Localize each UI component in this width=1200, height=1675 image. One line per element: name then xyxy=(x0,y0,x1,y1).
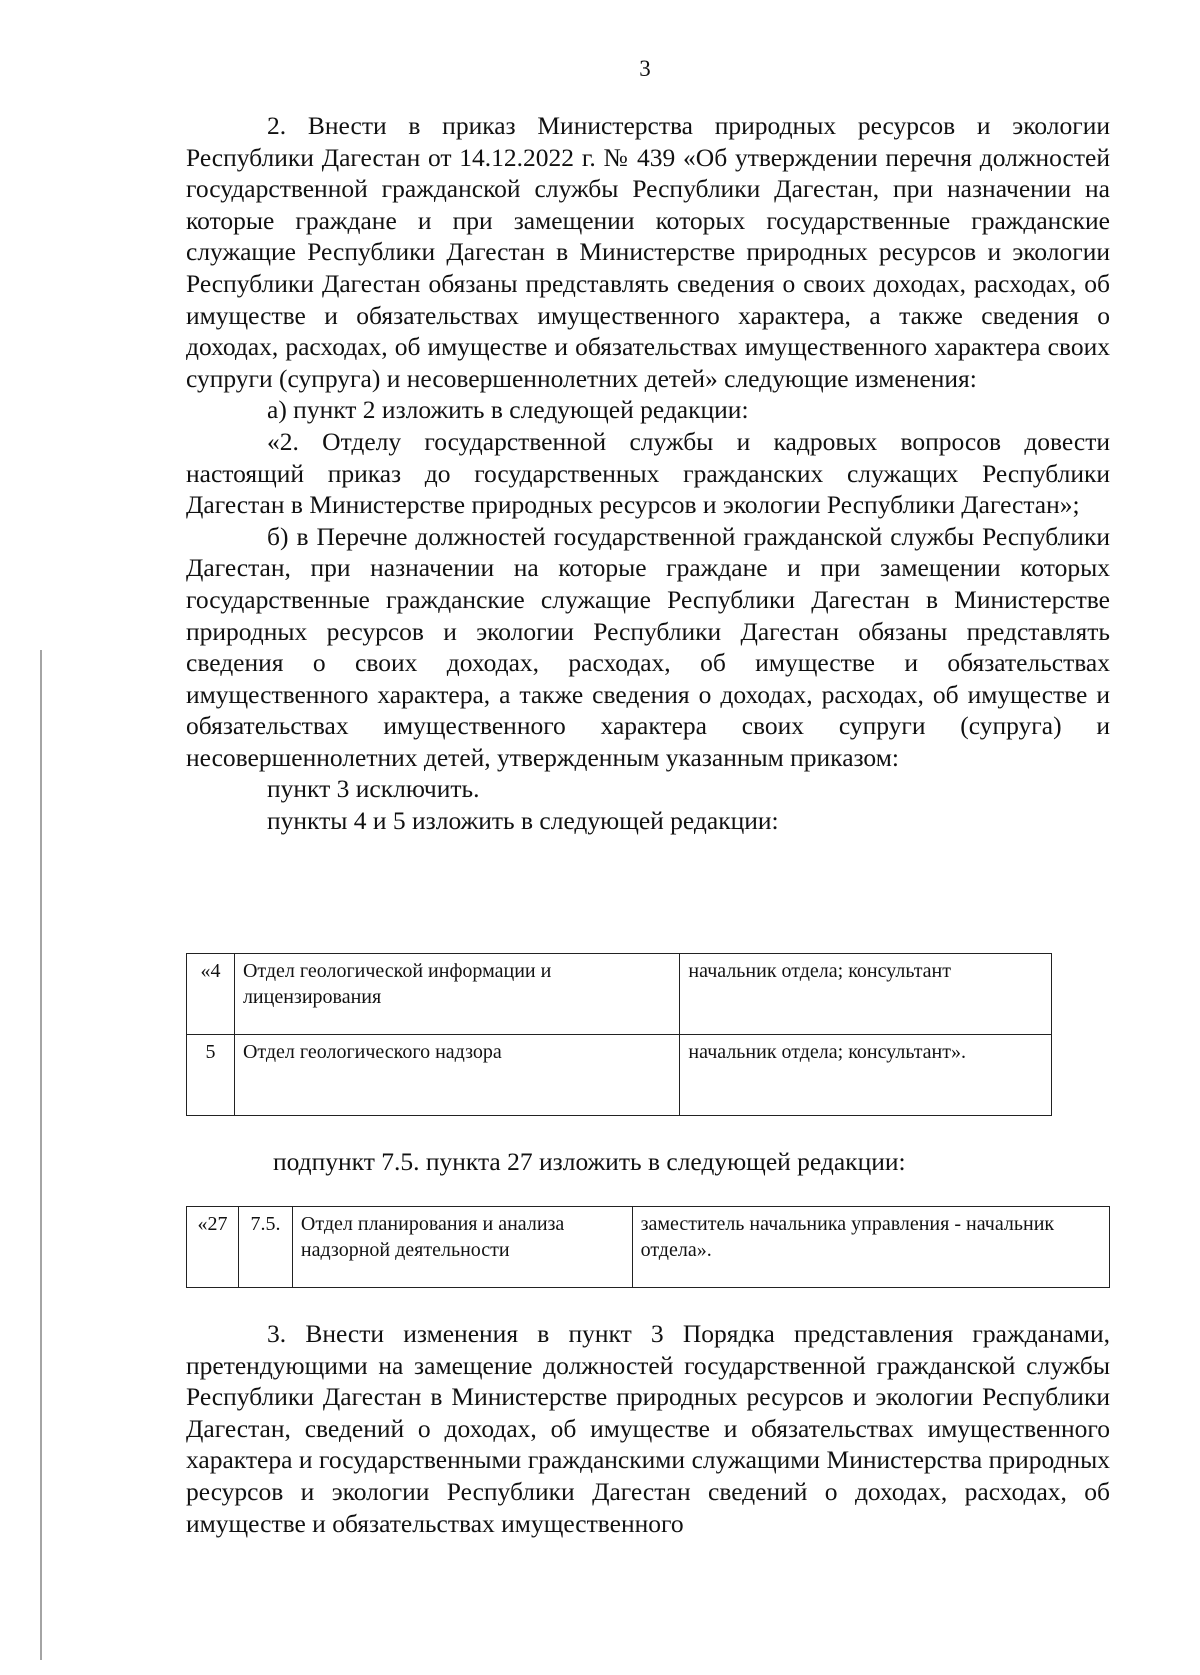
paragraph-a: а) пункт 2 изложить в следующей редакции: xyxy=(267,395,749,425)
positions-cell: начальник отдела; консультант xyxy=(680,954,1052,1035)
positions-cell: заместитель начальника управления - начальник отдела». xyxy=(632,1207,1109,1288)
department-cell: Отдел геологической информации и лицензирования xyxy=(234,954,679,1035)
paragraph-2: 2. Внести в приказ Министерства природных ресурсов и экологии Республики Дагестан от 14.12.2022 г. № 439 «Об утверждении перечня должностей государственной гражданской службы Республики Дагестан, при назначении на которые граждане и при замещении которых государственные гражданские служащие Республики Дагестан в Министерстве природных ресурсов и экологии Республики Дагестан обязаны представлять сведения о своих доходах, расходах, об имуществе и обязательствах имущественного характера, а также сведения о доходах, расходах, об имуществе и обязательствах имущественного характера своих супруги (супруга) и несовершеннолетних детей» следующие изменения: xyxy=(186,111,1110,393)
subpoint-line: подпункт 7.5. пункта 27 изложить в следующей редакции: xyxy=(273,1147,906,1176)
department-cell: Отдел планирования и анализа надзорной деятельности xyxy=(292,1207,632,1288)
table-row xyxy=(187,1035,1052,1116)
row-number: 5 xyxy=(187,1035,235,1116)
positions-table-point-27 xyxy=(186,1206,1110,1288)
paragraph-b: б) в Перечне должностей государственной гражданской службы Республики Дагестан, при назначении на которые граждане и при замещении которых государственные гражданские служащие Республики Дагестан в Министерстве природных ресурсов и экологии Республики Дагестан обязаны представлять сведения о своих доходах, расходах, об имуществе и обязательствах имущественного характера, а также сведения о доходах, расходах, об имуществе и обязательствах имущественного характера своих супруги (супруга) и несовершеннолетних детей, утвержденным указанным приказом: xyxy=(186,521,1110,772)
paragraph-quote-2: «2. Отделу государственной службы и кадровых вопросов довести настоящий приказ до государственных гражданских служащих Республики Дагестан в Министерстве природных ресурсов и экологии Республики Дагестан»; xyxy=(186,426,1110,520)
subpoint-number: 7.5. xyxy=(238,1207,292,1288)
scan-edge-line xyxy=(40,650,42,1660)
amendment-text-3 xyxy=(186,1318,1110,1539)
paragraph-point-3: пункт 3 исключить. xyxy=(267,774,480,804)
positions-table-points-4-5 xyxy=(186,953,1052,1116)
department-cell: Отдел геологического надзора xyxy=(234,1035,679,1116)
row-number: «27 xyxy=(187,1207,239,1288)
row-number: «4 xyxy=(187,954,235,1035)
paragraph-points-4-5: пункты 4 и 5 изложить в следующей редакции: xyxy=(267,806,779,836)
paragraph-3: 3. Внести изменения в пункт 3 Порядка представления гражданами, претендующими на замещение должностей государственной гражданской службы Республики Дагестан в Министерстве природных ресурсов и экологии Республики Дагестан, сведений о доходах, об имуществе и обязательствах имущественного характера и государственными гражданскими служащими Министерства природных ресурсов и экологии Республики Дагестан сведений о доходах, расходах, об имуществе и обязательствах имущественного xyxy=(186,1319,1110,1538)
amendment-text xyxy=(186,110,1110,837)
page-number: 3 xyxy=(639,56,651,81)
positions-cell: начальник отдела; консультант». xyxy=(680,1035,1052,1116)
table-row xyxy=(187,954,1052,1035)
table-row xyxy=(187,1207,1110,1288)
